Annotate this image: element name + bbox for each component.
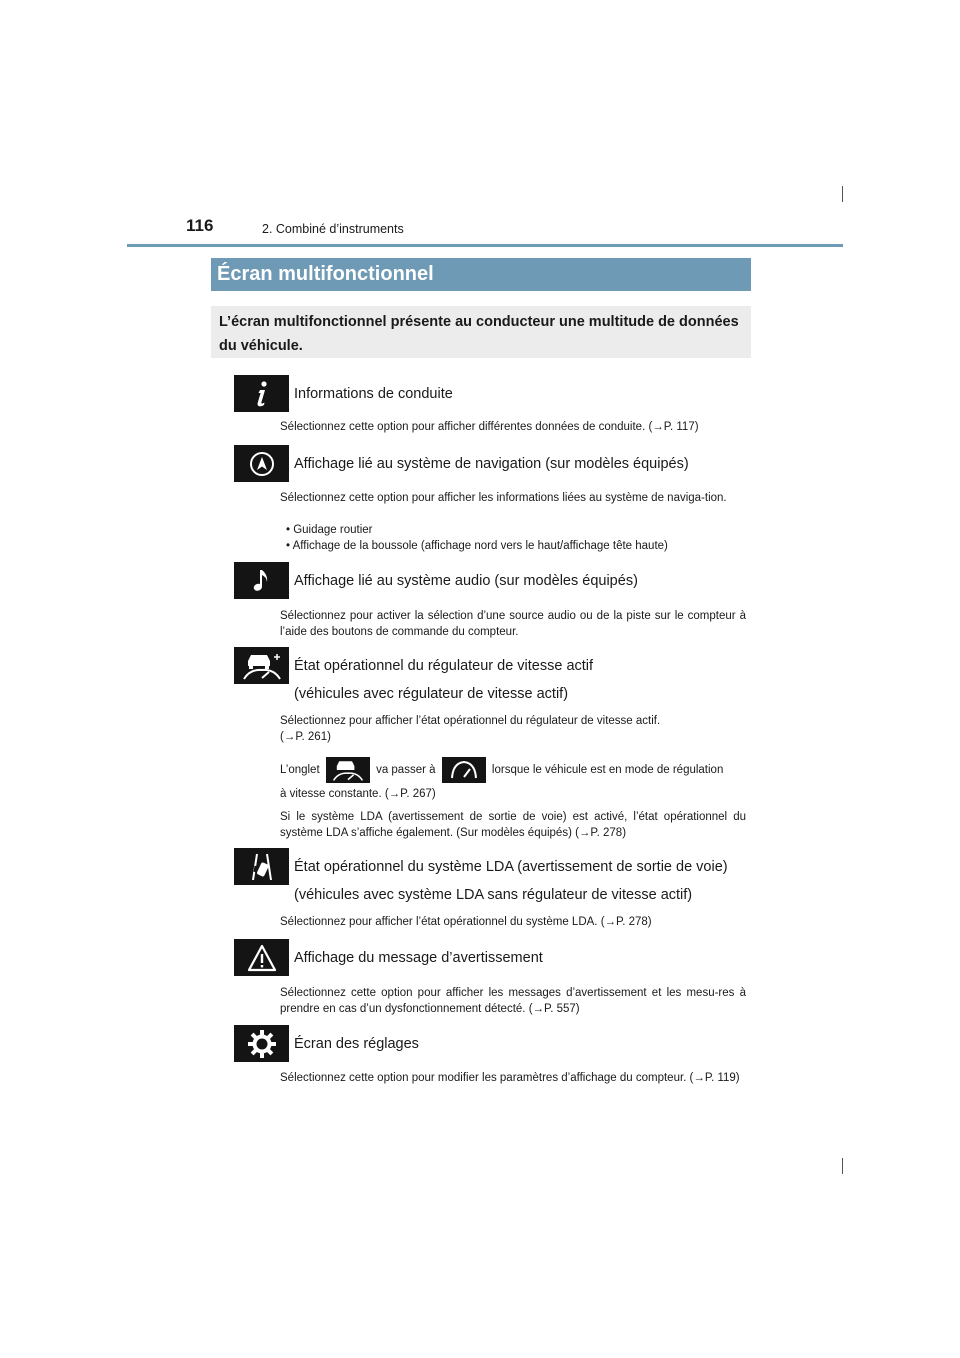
item-desc-warning: Sélectionnez cette option pour afficher les messages d’avertissement et les mesu-res à prendre en cas d’un dysfonctionnement détecté. (→P. 557) [280, 987, 746, 1015]
header-rule [127, 244, 843, 247]
item-title-settings: Écran des réglages [294, 1036, 419, 1052]
warning-icon [234, 939, 289, 976]
tab-change-text-4: à vitesse constante. (→P. 267) [280, 788, 436, 800]
section-intro: L’écran multifonctionnel présente au conducteur une multitude de données du véhicule. [211, 306, 751, 358]
chapter-title: 2. Combiné d’instruments [262, 222, 404, 236]
item-title-cruise-sub: (véhicules avec régulateur de vitesse actif) [294, 686, 569, 702]
tab-change-text-1: L’onglet [280, 764, 320, 777]
item-ref-cruise: (→P. 261) [280, 731, 331, 743]
item-title-cruise: État opérationnel du régulateur de vitesse actif [294, 658, 594, 674]
item-title-navigation: Affichage lié au système de navigation (sur modèles équipés) [294, 456, 689, 472]
item-desc-lda: Sélectionnez pour afficher l’état opérationnel du système LDA. (→P. 278) [280, 916, 652, 928]
item-desc-settings: Sélectionnez cette option pour modifier les paramètres d’affichage du compteur. (→P. 119) [280, 1072, 740, 1084]
item-title-lda-sub: (véhicules avec système LDA sans régulateur de vitesse actif) [294, 887, 693, 903]
music-note-icon [234, 562, 289, 599]
item-desc-navigation: Sélectionnez cette option pour afficher les informations liées au système de naviga-tion. [280, 492, 727, 504]
page-number: 116 [186, 216, 214, 235]
lane-departure-icon [234, 848, 289, 885]
item-desc-driving-info: Sélectionnez cette option pour afficher différentes données de conduite. (→P. 117) [280, 421, 699, 433]
navigation-icon [234, 445, 289, 482]
tab-change-text-2: va passer à [376, 764, 436, 777]
radar-cruise-icon [234, 647, 289, 684]
constant-speed-tab-icon [442, 757, 486, 783]
settings-gear-icon [234, 1025, 289, 1062]
lda-note: Si le système LDA (avertissement de sortie de voie) est activé, l’état opérationnel du système LDA s’affiche également. (Sur modèles équipés) (→P. 278) [280, 811, 746, 839]
item-desc-audio: Sélectionnez pour activer la sélection d’une source audio ou de la piste sur le compteur à l’aide des boutons de commande du compteur. [280, 610, 746, 638]
tab-change-text-3: lorsque le véhicule est en mode de régulation [491, 764, 724, 777]
section-title: Écran multifonctionnel [211, 258, 751, 291]
crop-mark-top [842, 186, 843, 202]
bullet-compass: • Affichage de la boussole (affichage nord vers le haut/affichage tête haute) [286, 540, 668, 552]
item-title-warning: Affichage du message d’avertissement [294, 950, 543, 966]
item-title-driving-info: Informations de conduite [294, 386, 453, 402]
item-desc-cruise: Sélectionnez pour afficher l’état opérationnel du régulateur de vitesse actif. [280, 715, 661, 727]
crop-mark-bottom [842, 1158, 843, 1174]
info-icon [234, 375, 289, 412]
radar-cruise-tab-icon [326, 757, 370, 783]
bullet-route-guidance: • Guidage routier [286, 524, 373, 536]
item-title-audio: Affichage lié au système audio (sur modèles équipés) [294, 573, 638, 589]
tab-change-line [280, 757, 746, 783]
item-title-lda: État opérationnel du système LDA (avertissement de sortie de voie) [294, 859, 728, 875]
